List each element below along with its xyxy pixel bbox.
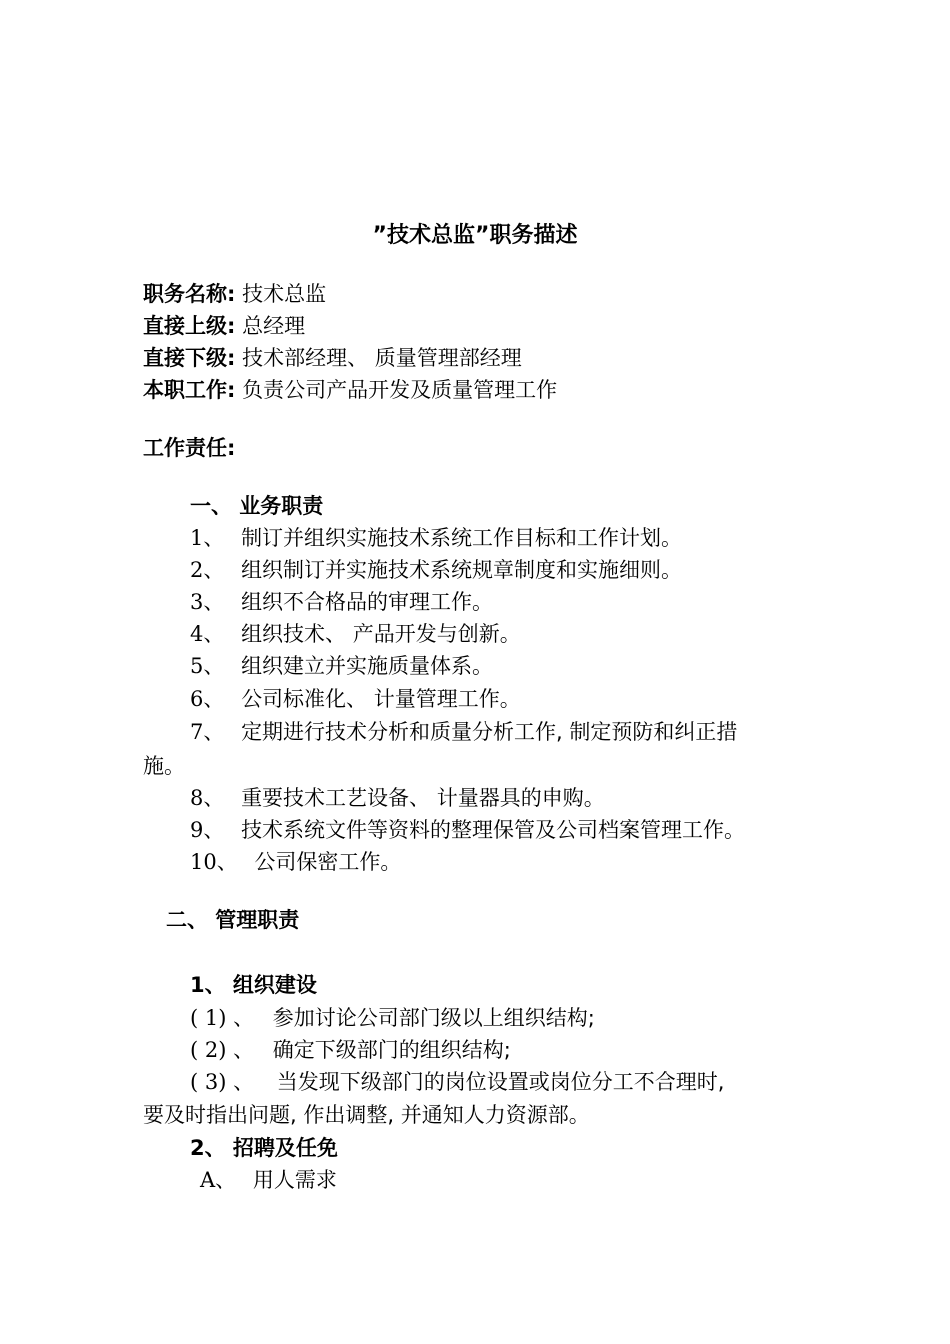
job-duty-row: [143, 376, 557, 404]
item-text: 公司保密工作。: [254, 850, 402, 874]
item-text: 重要技术工艺设备、 计量器具的申购。: [241, 786, 605, 810]
item-text: 组织建立并实施质量体系。: [241, 654, 494, 678]
item-number: ( 2) 、: [190, 1038, 255, 1062]
subsection-heading: 2、 招聘及任免: [190, 1136, 338, 1160]
job-name-row: [143, 280, 326, 308]
item-number: 7、: [190, 720, 225, 744]
item-text: 参加讨论公司部门级以上组织结构;: [272, 1006, 595, 1030]
section2-heading: 二、 管理职责: [166, 908, 300, 932]
item-number: ( 3) 、: [190, 1070, 255, 1094]
job-duty-value: 负责公司产品开发及质量管理工作: [242, 378, 558, 402]
item-text: 组织技术、 产品开发与创新。: [241, 622, 521, 646]
superior-value: 总经理: [242, 314, 306, 338]
item-text: 定期进行技术分析和质量分析工作, 制定预防和纠正措: [241, 720, 738, 744]
section1-heading: 一、 业务职责: [190, 494, 324, 518]
list-item: [190, 685, 521, 713]
job-name-label: 职务名称:: [143, 282, 236, 306]
item-text: 组织制订并实施技术系统规章制度和实施细则。: [241, 558, 683, 582]
item-text: 确定下级部门的组织结构;: [272, 1038, 511, 1062]
list-item: [190, 620, 521, 648]
job-duty-label: 本职工作:: [143, 378, 236, 402]
item-text: 用人需求: [252, 1168, 337, 1192]
item-number: 1、: [190, 526, 225, 550]
item-number: 8、: [190, 786, 225, 810]
item-text: 制订并组织实施技术系统工作目标和工作计划。: [241, 526, 683, 550]
item-text: 组织不合格品的审理工作。: [241, 590, 494, 614]
item-number: 5、: [190, 654, 225, 678]
list-item: [190, 588, 493, 616]
list-item: [190, 718, 737, 746]
subsection-heading: 1、 组织建设: [190, 973, 317, 997]
list-item: [190, 784, 605, 812]
list-item: [190, 652, 493, 680]
list-item: [190, 848, 401, 876]
item-number: 4、: [190, 622, 225, 646]
list-item: [190, 1036, 511, 1064]
superior-row: [143, 312, 305, 340]
subordinate-value: 技术部经理、 质量管理部经理: [242, 346, 522, 370]
list-item: [190, 1004, 595, 1032]
list-item: [200, 1166, 337, 1194]
page-title: ”技术总监”职务描述: [372, 223, 578, 248]
responsibility-heading: 工作责任:: [143, 436, 236, 460]
item-number: 10、: [190, 850, 238, 874]
list-item-continuation: 施。: [143, 754, 185, 778]
item-number: 3、: [190, 590, 225, 614]
superior-label: 直接上级:: [143, 314, 236, 338]
list-item: [190, 556, 682, 584]
list-item: [190, 816, 745, 844]
item-text: 当发现下级部门的岗位设置或岗位分工不合理时,: [276, 1070, 725, 1094]
subordinate-row: [143, 344, 522, 372]
item-number: 2、: [190, 558, 225, 582]
item-number: 9、: [190, 818, 225, 842]
list-item: [190, 524, 682, 552]
list-item-continuation: 要及时指出问题, 作出调整, 并通知人力资源部。: [143, 1103, 590, 1127]
item-text: 技术系统文件等资料的整理保管及公司档案管理工作。: [241, 818, 746, 842]
list-item: [190, 1068, 724, 1096]
item-number: A、: [200, 1168, 237, 1192]
item-number: 6、: [190, 687, 225, 711]
item-text: 公司标准化、 计量管理工作。: [241, 687, 521, 711]
item-number: ( 1) 、: [190, 1006, 255, 1030]
job-name-value: 技术总监: [242, 282, 327, 306]
subordinate-label: 直接下级:: [143, 346, 236, 370]
